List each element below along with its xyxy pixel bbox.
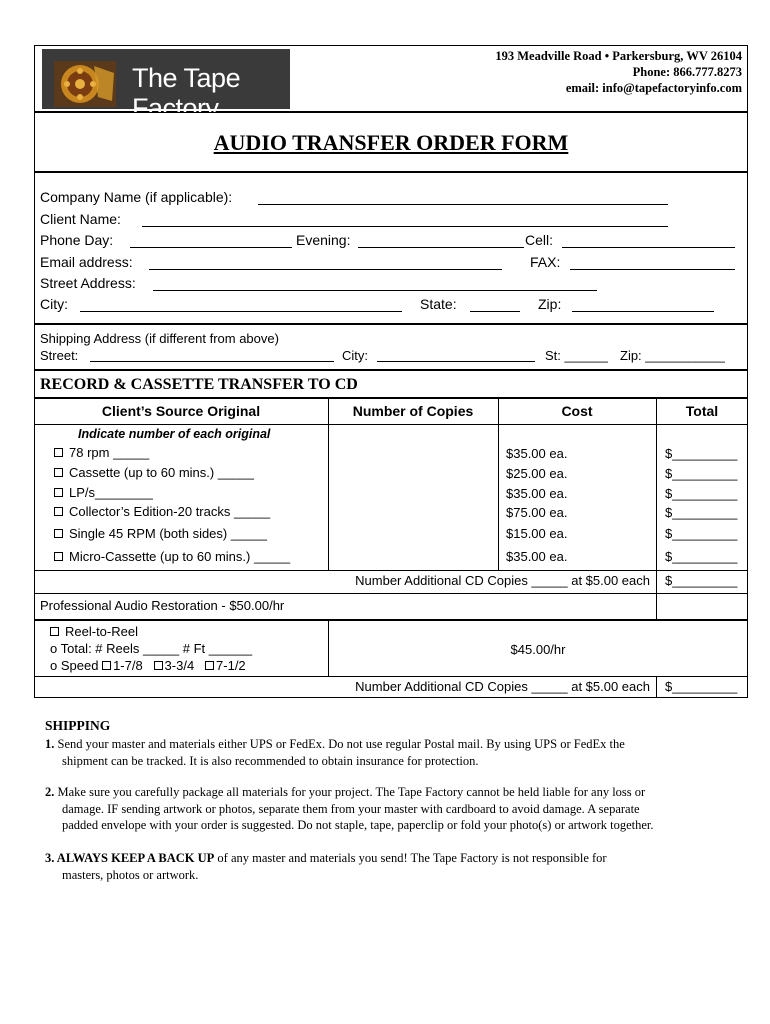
zip-field[interactable] — [572, 311, 714, 312]
header-number-of-copies: Number of Copies — [352, 403, 474, 419]
header-address: 193 Meadville Road • Parkersburg, WV 26104 — [495, 49, 742, 63]
table-row[interactable]: Cassette (up to 60 mins.) _____ — [54, 465, 254, 481]
row-cost: $15.00 ea. — [506, 526, 568, 541]
shipping-address-heading: Shipping Address (if different from above) — [40, 331, 279, 346]
client-label: Client Name: — [40, 211, 121, 227]
row-total[interactable]: $_________ — [665, 446, 738, 461]
row-cost: $25.00 ea. — [506, 466, 568, 481]
ship-street-label: Street: — [40, 348, 79, 363]
state-label: State: — [420, 296, 457, 312]
state-field[interactable] — [470, 311, 520, 312]
table-row[interactable]: Collector’s Edition-20 tracks _____ — [54, 504, 270, 520]
row-cost: $35.00 ea. — [506, 549, 568, 564]
col-divider-2b — [498, 424, 499, 570]
ship-zip-field[interactable]: ___________ — [645, 348, 725, 363]
checkbox-cassette[interactable] — [54, 468, 63, 477]
city-field[interactable] — [80, 311, 402, 312]
ship-st-field[interactable]: ______ — [564, 348, 608, 363]
restoration-heading: Professional Audio Restoration - $50.00/hr — [40, 598, 285, 613]
logo-text: The Tape Factory — [132, 63, 241, 123]
checkbox-micro-cassette[interactable] — [54, 552, 63, 561]
table-header-divider — [34, 424, 748, 425]
client-field[interactable] — [142, 226, 668, 227]
checkbox-collectors-edition[interactable] — [54, 507, 63, 516]
checkbox-reel-to-reel[interactable] — [50, 627, 59, 636]
cell-field[interactable] — [562, 247, 735, 248]
speed-line: o Speed 1-7/8 3-3/4 7-1/2 — [50, 658, 246, 673]
phone-day-label: Phone Day: — [40, 232, 114, 248]
header-total: Total — [685, 403, 719, 419]
evening-field[interactable] — [358, 247, 524, 248]
logo — [42, 49, 290, 123]
checkbox-speed-2[interactable] — [154, 661, 163, 670]
header-phone: Phone: 866.777.8273 — [632, 65, 742, 79]
cell-label: Cell: — [525, 232, 554, 248]
row-total[interactable]: $_________ — [665, 549, 738, 564]
restoration-rate: $45.00/hr — [510, 642, 566, 657]
reels-line: o Total: # Reels _____ # Ft ______ — [50, 641, 253, 656]
row-cost: $35.00 ea. — [506, 446, 568, 461]
additional-copies-total[interactable]: $_________ — [665, 573, 738, 588]
fax-field[interactable] — [570, 269, 735, 270]
restoration-additional-copies-label: Number Additional CD Copies _____ at $5.00 each — [355, 679, 650, 694]
restoration-bottom-divider — [34, 676, 748, 677]
table-row[interactable]: 78 rpm _____ — [54, 445, 149, 461]
additional-copies-label: Number Additional CD Copies _____ at $5.00 each — [355, 573, 650, 588]
table-row[interactable]: LP/s________ — [54, 485, 153, 501]
checkbox-speed-1[interactable] — [102, 661, 111, 670]
col-divider-1 — [328, 398, 329, 570]
row-total[interactable]: $_________ — [665, 466, 738, 481]
city-label: City: — [40, 296, 68, 312]
table-row[interactable]: Micro-Cassette (up to 60 mins.) _____ — [54, 549, 290, 565]
shipping-heading: SHIPPING — [45, 718, 111, 733]
row-cost: $75.00 ea. — [506, 505, 568, 520]
restoration-total-divider — [656, 676, 657, 698]
email-label: Email address: — [40, 254, 133, 270]
table-rows-divider — [34, 570, 748, 571]
fax-label: FAX: — [530, 254, 561, 270]
additional-divider — [34, 593, 748, 594]
evening-label: Evening: — [296, 232, 351, 248]
header-source-original: Client’s Source Original — [101, 403, 261, 419]
reel-to-reel-option[interactable]: Reel-to-Reel — [50, 624, 138, 640]
street-field[interactable] — [153, 290, 597, 291]
film-reel-icon — [54, 61, 116, 107]
row-total[interactable]: $_________ — [665, 526, 738, 541]
checkbox-lps[interactable] — [54, 488, 63, 497]
checkbox-78rpm[interactable] — [54, 448, 63, 457]
row-total[interactable]: $_________ — [665, 486, 738, 501]
header-email: email: info@tapefactoryinfo.com — [565, 81, 742, 95]
company-label: Company Name (if applicable): — [40, 189, 233, 205]
table-subheader: Indicate number of each original — [78, 427, 271, 441]
checkbox-single-45[interactable] — [54, 529, 63, 538]
shipping-item-1: 1. Send your master and materials either UPS or FedEx. Do not use regular Postal mail. By using UPS or FedEx the shipment can be tracked. It is also recommended to obtain insurance for protection. — [45, 737, 625, 768]
ship-zip-label: Zip: ___________ — [620, 348, 725, 363]
page-title: AUDIO TRANSFER ORDER FORM — [213, 130, 569, 155]
street-label: Street Address: — [40, 275, 136, 291]
phone-day-field[interactable] — [130, 247, 292, 248]
table-row[interactable]: Single 45 RPM (both sides) _____ — [54, 526, 267, 542]
header-cost: Cost — [561, 403, 593, 419]
company-field[interactable] — [258, 204, 668, 205]
row-total[interactable]: $_________ — [665, 505, 738, 520]
checkbox-speed-3[interactable] — [205, 661, 214, 670]
restoration-additional-total[interactable]: $_________ — [665, 679, 738, 694]
shipping-item-2: 2. Make sure you carefully package all materials for your project. The Tape Factory cannot be held liable for any loss or damage. IF sending artwork or photos, separate them from your master with cardboard to avoid damage. A separate padded envelope with your order is suggested. Do not staple, tape, paperclip or fold your photo(s) or artwork together. — [45, 785, 654, 832]
ship-city-field[interactable] — [377, 361, 535, 362]
ship-st-label: St: ______ — [545, 348, 608, 363]
ship-street-field[interactable] — [90, 361, 334, 362]
ship-city-label: City: — [342, 348, 368, 363]
shipping-item-3: 3. ALWAYS KEEP A BACK UP of any master and materials you send! The Tape Factory is not responsible for masters, photos or artwork. — [45, 851, 607, 882]
section-title: RECORD & CASSETTE TRANSFER TO CD — [40, 376, 358, 393]
col-divider-3 — [656, 398, 657, 620]
row-cost: $35.00 ea. — [506, 486, 568, 501]
email-field[interactable] — [149, 269, 502, 270]
zip-label: Zip: — [538, 296, 562, 312]
